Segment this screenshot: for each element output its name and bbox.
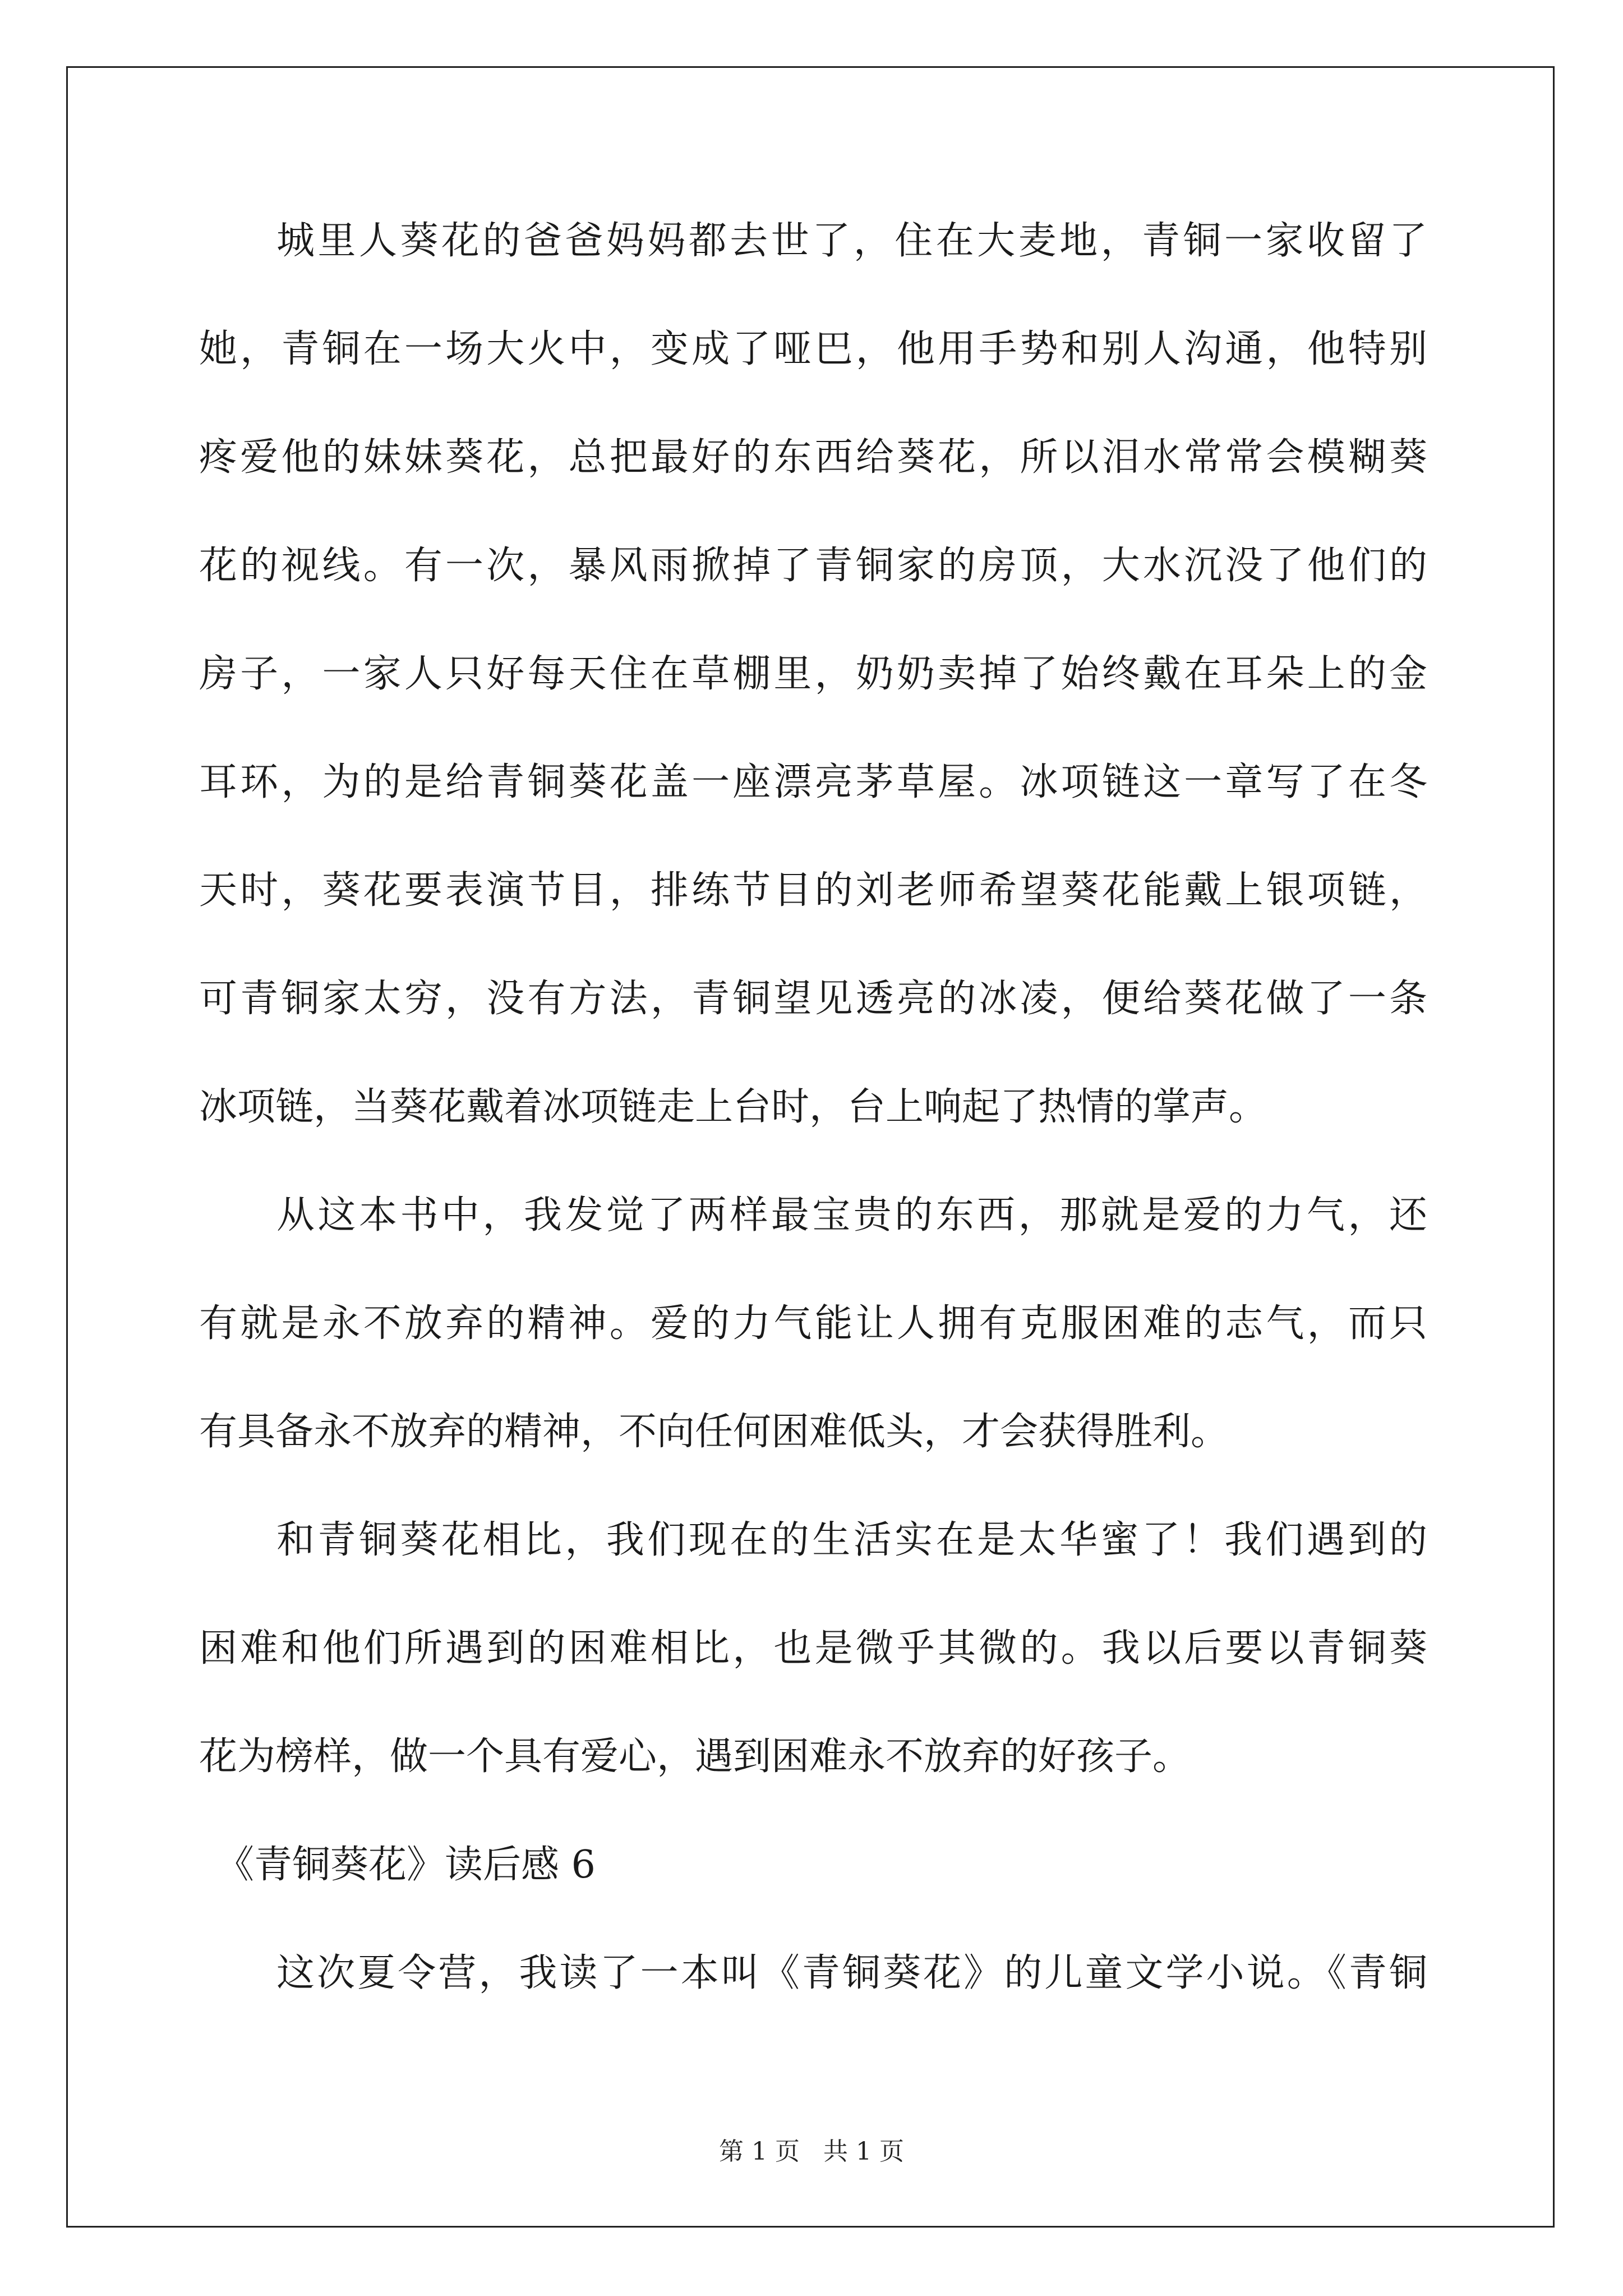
paragraph-2-line-2: 有就是永不放弃的精神。爱的力气能让人拥有克服困难的志气，而只: [199, 1301, 1427, 1346]
paragraph-3-line-1: 和青铜葵花相比，我们现在的生活实在是太华蜜了！我们遇到的: [276, 1518, 1427, 1562]
paragraph-2-line-3: 有具备永不放弃的精神，不向任何困难低头，才会获得胜利。: [199, 1410, 1229, 1454]
paragraph-1-line-6: 耳环，为的是给青铜葵花盖一座漂亮茅草屋。冰项链这一章写了在冬: [199, 760, 1427, 804]
paragraph-3-line-3: 花为榜样，做一个具有爱心，遇到困难永不放弃的好孩子。: [199, 1734, 1191, 1779]
paragraph-1-line-1: 城里人葵花的爸爸妈妈都去世了，住在大麦地，青铜一家收留了: [276, 219, 1427, 263]
paragraph-4-line-1: 这次夏令营，我读了一本叫《青铜葵花》的儿童文学小说。《青铜: [276, 1951, 1427, 1995]
document-body: [199, 208, 1427, 2048]
paragraph-2-line-1: 从这本书中，我发觉了两样最宝贵的东西，那就是爱的力气，还: [276, 1193, 1427, 1237]
paragraph-3-line-2: 困难和他们所遇到的困难相比，也是微乎其微的。我以后要以青铜葵: [199, 1626, 1427, 1671]
paragraph-1-line-3: 疼爱他的妹妹葵花，总把最好的东西给葵花，所以泪水常常会模糊葵: [199, 435, 1427, 480]
paragraph-1-line-9: 冰项链，当葵花戴着冰项链走上台时，台上响起了热情的掌声。: [199, 1085, 1267, 1129]
paragraph-1-line-5: 房子，一家人只好每天住在草棚里，奶奶卖掉了始终戴在耳朵上的金: [199, 652, 1427, 696]
paragraph-1-line-8: 可青铜家太穷，没有方法，青铜望见透亮的冰凌，便给葵花做了一条: [199, 977, 1427, 1021]
paragraph-1-line-7: 天时，葵花要表演节目，排练节目的刘老师希望葵花能戴上银项链，: [199, 868, 1427, 913]
page-footer: 第 1 页 共 1 页: [719, 2137, 904, 2166]
paragraph-1-line-4: 花的视线。有一次，暴风雨掀掉了青铜家的房顶，大水沉没了他们的: [199, 544, 1427, 588]
paragraph-1-line-2: 她，青铜在一场大火中，变成了哑巴，他用手势和别人沟通，他特别: [199, 327, 1427, 371]
section-heading: 《青铜葵花》读后感 6: [216, 1843, 596, 1887]
